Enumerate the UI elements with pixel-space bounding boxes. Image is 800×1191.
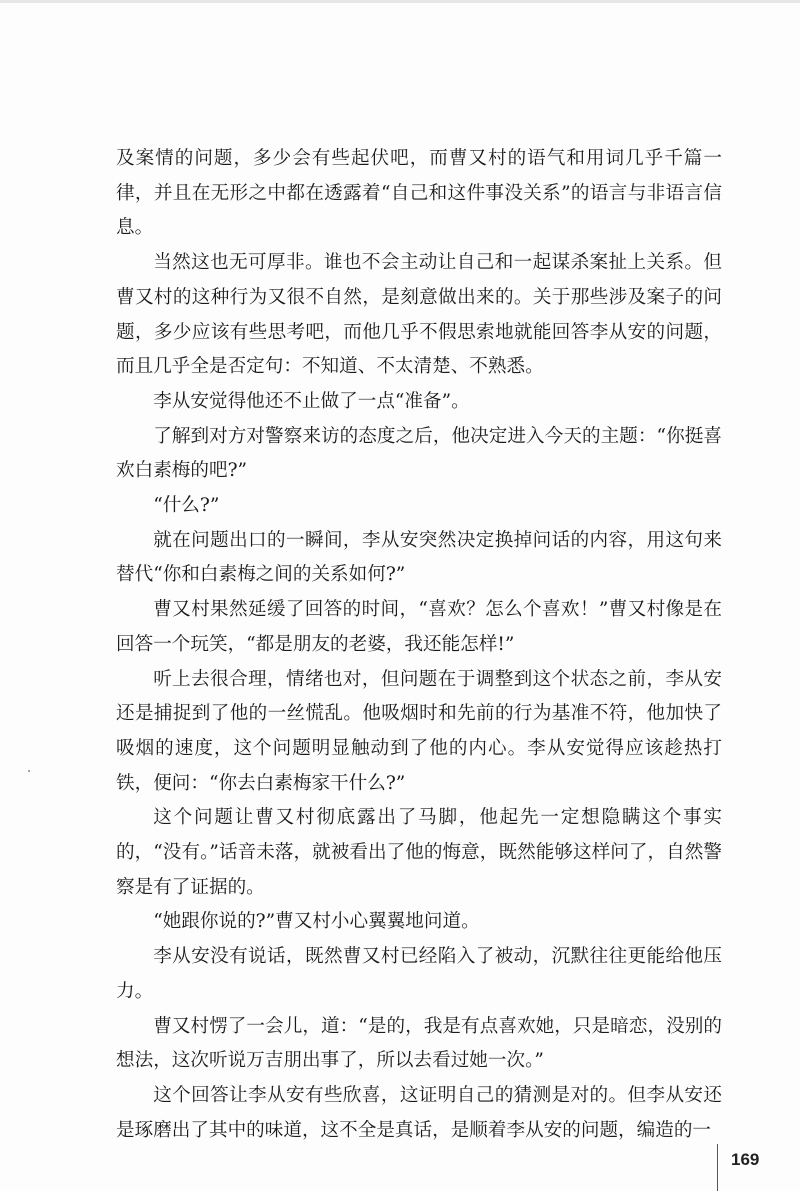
paragraph: 了解到对方对警察来访的态度之后，他决定进入今天的主题：“你挺喜欢白素梅的吧?”	[116, 425, 722, 482]
paragraph: 曹又村愣了一会儿，道：“是的，我是有点喜欢她，只是暗恋，没别的想法，这次听说万吉朋出事了，所以去看过她一次。”	[116, 1015, 722, 1072]
paragraph: 这个回答让李从安有些欣喜，这证明自己的猜测是对的。但李从安还是琢磨出了其中的味道，这不全是真话，是顺着李从安的问题，编造的一	[116, 1084, 722, 1141]
body-text	[116, 142, 722, 1148]
page-top-edge	[0, 0, 800, 3]
page-number-rule	[717, 1144, 718, 1191]
paragraph: 这个问题让曹又村彻底露出了马脚，他起先一定想隐瞒这个事实的，“没有。”话音未落，就被看出了他的悔意，既然能够这样问了，自然警察是有了证据的。	[116, 807, 722, 898]
paragraph: “她跟你说的?”曹又村小心翼翼地问道。	[153, 911, 480, 933]
paragraph: 李从安觉得他还不止做了一点“准备”。	[153, 390, 470, 412]
paragraph: 听上去很合理，情绪也对，但问题在于调整到这个状态之前，李从安还是捕捉到了他的一丝慌乱。他吸烟时和先前的行为基准不符，他加快了吸烟的速度，这个问题明显触动到了他的内心。李从安觉得应该趁热打铁，便问：“你去白素梅家干什么?”	[116, 668, 722, 794]
scan-speck	[28, 770, 30, 772]
paragraph: 李从安没有说话，既然曹又村已经陷入了被动，沉默往往更能给他压力。	[116, 946, 722, 1002]
page-number: 169	[731, 1150, 760, 1169]
paragraph: “什么?”	[153, 495, 220, 517]
paragraph: 曹又村果然延缓了回答的时间，“喜欢？怎么个喜欢！”曹又村像是在回答一个玩笑，“都是朋友的老婆，我还能怎样!”	[116, 599, 722, 655]
paragraph: 就在问题出口的一瞬间，李从安突然决定换掉问话的内容，用这句来替代“你和白素梅之间的关系如何?”	[116, 529, 722, 586]
paragraph: 当然这也无可厚非。谁也不会主动让自己和一起谋杀案扯上关系。但曹又村的这种行为又很不自然，是刻意做出来的。关于那些涉及案子的问题，多少应该有些思考吧，而他几乎不假思索地就能回答李从安的问题，而且几乎全是否定句：不知道、不太清楚、不熟悉。	[116, 252, 722, 378]
paragraph: 及案情的问题，多少会有些起伏吧，而曹又村的语气和用词几乎千篇一律，并且在无形之中都在透露着“自己和这件事没关系”的语言与非语言信息。	[116, 148, 722, 239]
